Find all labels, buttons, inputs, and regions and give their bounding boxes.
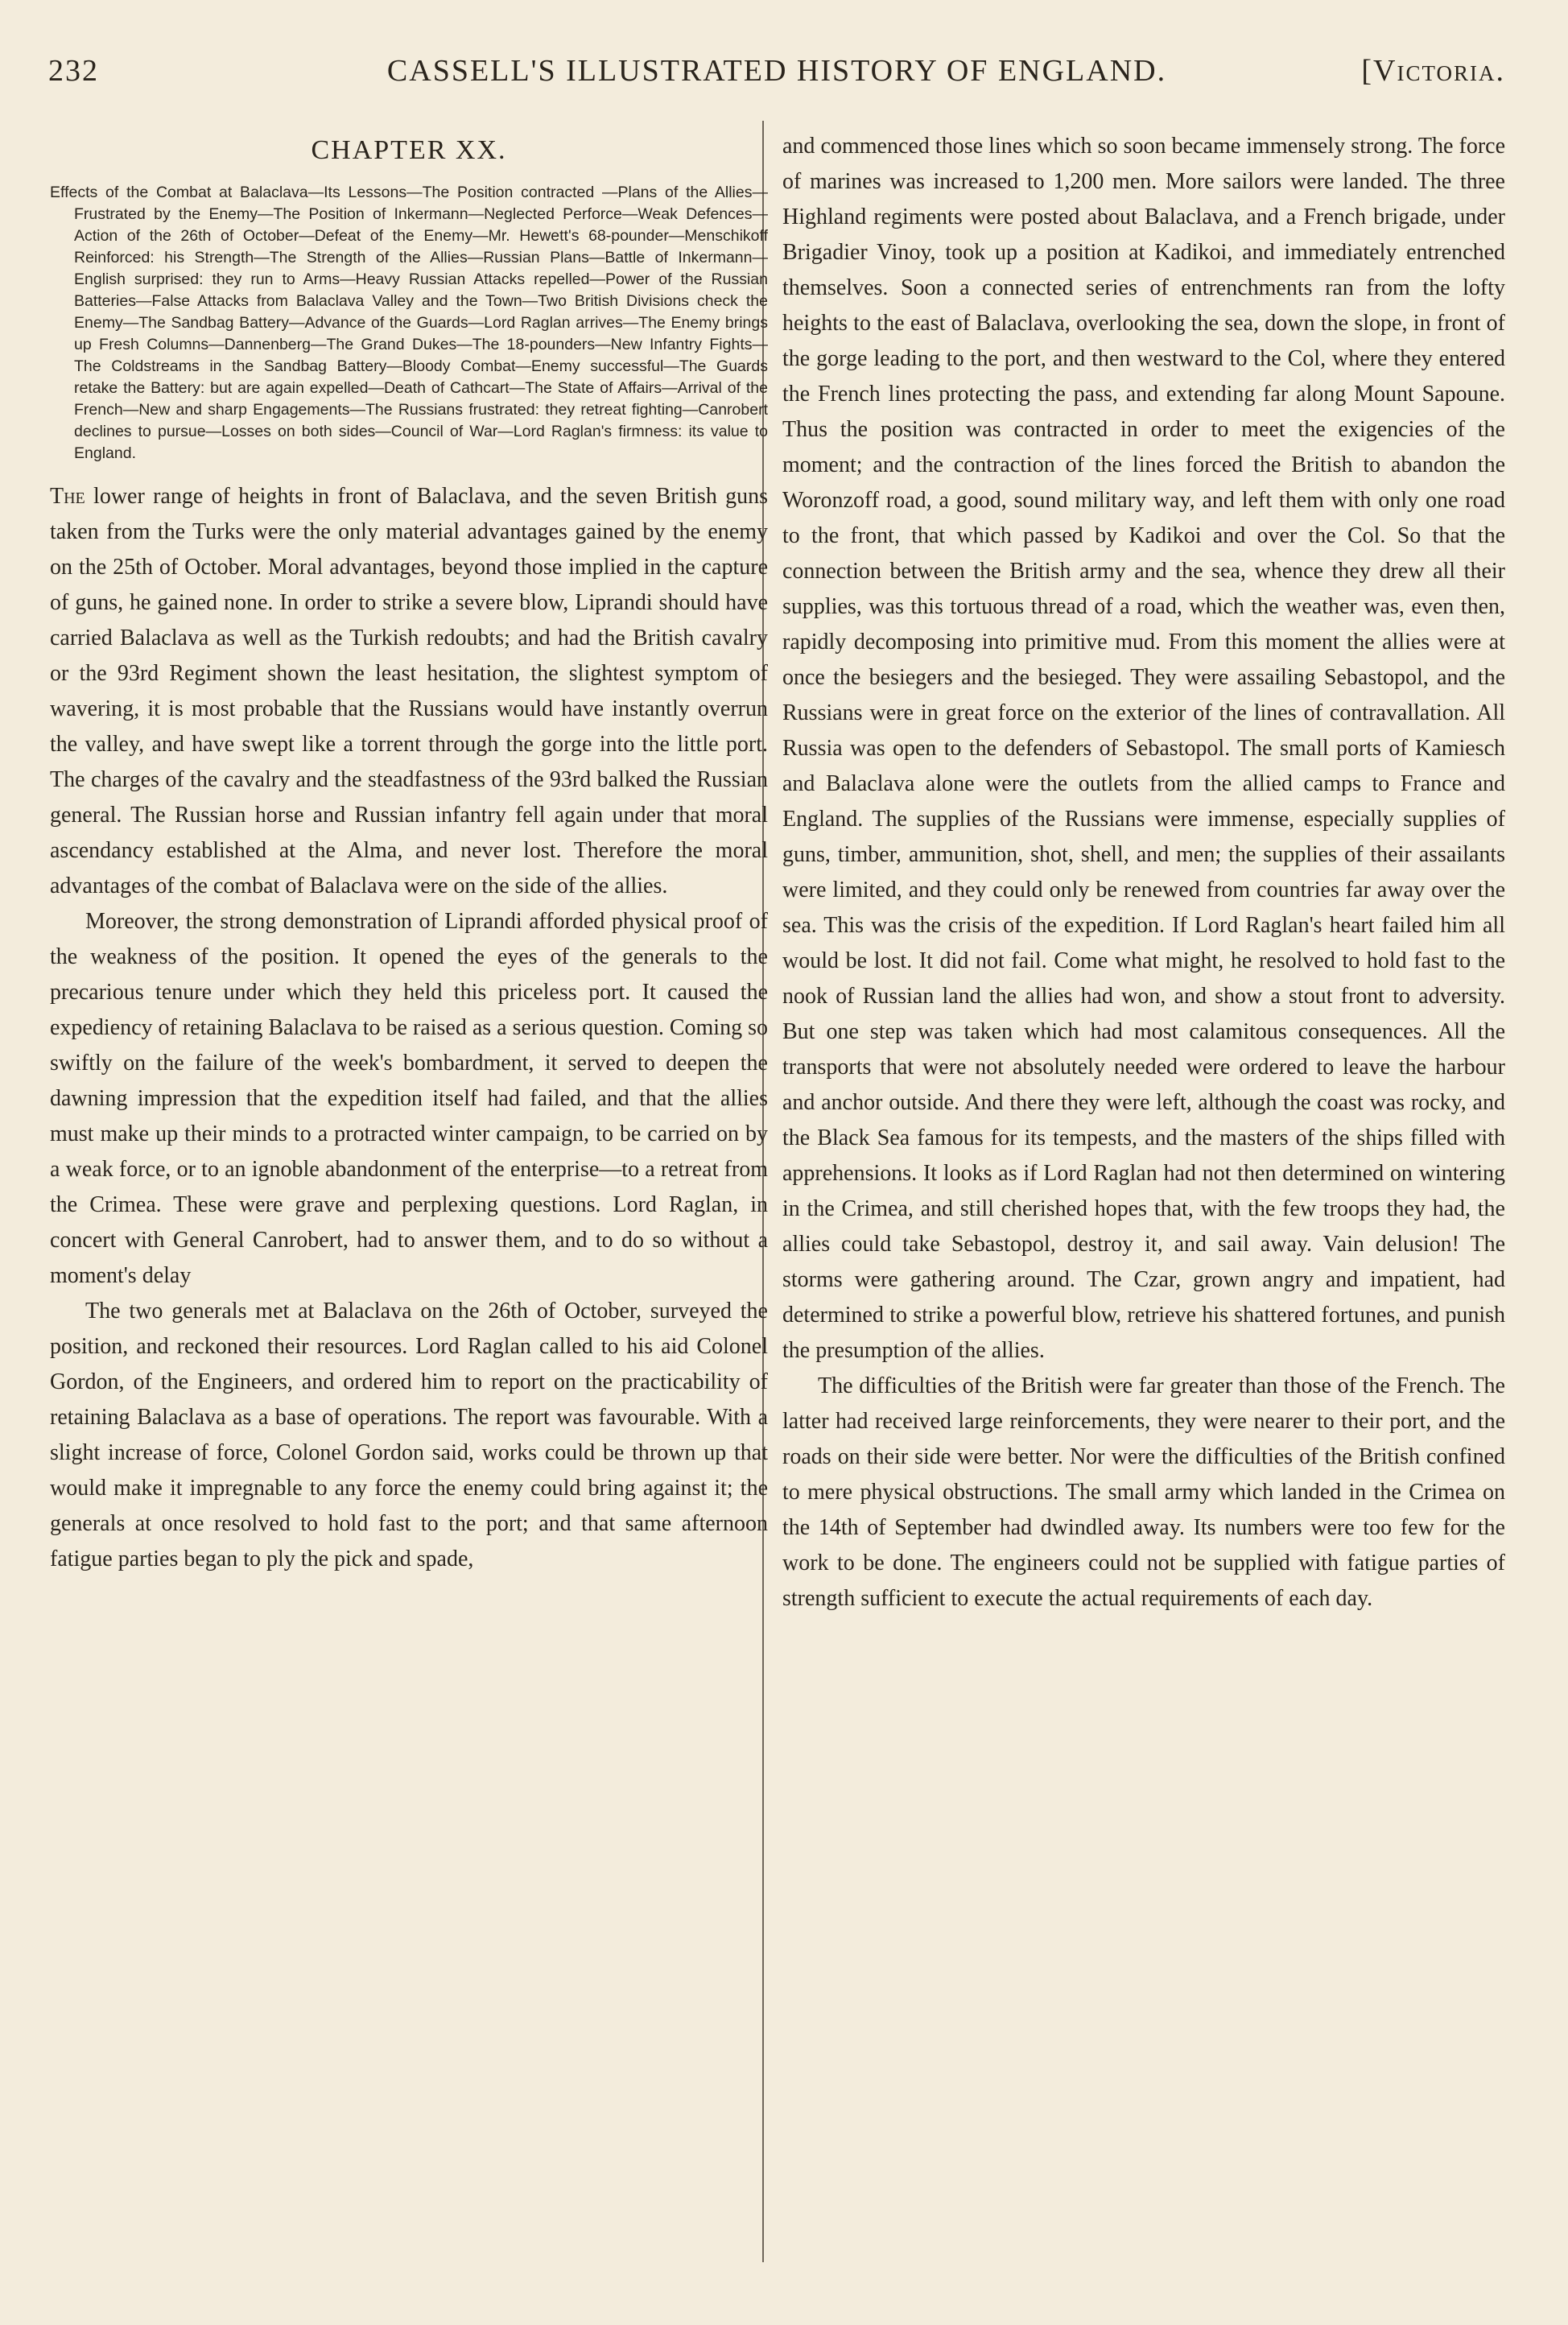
paragraph: The difficulties of the British were far greater than those of the French. The latter had received large reinforcements, they were nearer to their port, and the roads on their side were better. Nor were the difficulties of the British confined to mere physical obstructions. The small army which landed in the Crimea on the 14th of September had dwindled away. Its numbers were too few for the work to be done. The engineers could not be supplied with fatigue parties of strength sufficient to execute the actual requirements of each day. [782, 1373, 1505, 1611]
chapter-title: CHAPTER XX. [311, 135, 507, 165]
chapter-summary: Effects of the Combat at Balaclava—Its Lessons—The Position contracted —Plans of the Allies—Frustrated by the Enemy—The Position of Inkermann—Neglected Perforce—Weak Defences—Action of the 26th of October—Defeat of the Enemy—Mr. Hewett's 68-pounder—Menschikoff Reinforced: his Strength—The Strength of the Allies—Russian Plans—Battle of Inkermann—English surprised: they run to Arms—Heavy Russian Attacks repelled—Power of the Russian Batteries—False Attacks from Balaclava Valley and the Town—Two British Divisions check the Enemy—The Sandbag Battery—Advance of the Guards—Lord Raglan arrives—The Enemy brings up Fresh Columns—Dannenberg—The Grand Dukes—The 18-pounders—New Infantry Fights—The Coldstreams in the Sandbag Battery—Bloody Combat—Enemy successful—The Guards retake the Battery: but are again expelled—Death of Cathcart—The State of Affairs—Arrival of the French—New and sharp Engagements—The Russians frustrated: they retreat fighting—Canrobert declines to pursue—Losses on both sides—Council of War—Lord Raglan's firmness: its value to England. [50, 184, 768, 462]
paragraph: and commenced those lines which so soon became immensely strong. The force of marines was increased to 1,200 men. More sailors were landed. The three Highland regiments were posted about Balaclava, and a French brigade, under Brigadier Vinoy, took up a position at Kadikoi, and immediately entrenched themselves. Soon a connected series of entrenchments ran from the lofty heights to the east of Balaclava, overlooking the sea, down the slope, in front of the gorge leading to the port, and then westward to the Col, where they entered the French lines protecting the pass, and extending far along Mount Sapoune. Thus the position was contracted in order to meet the exigencies of the moment; and the contraction of the lines forced the British to abandon the Woronzoff road, a good, sound military way, and left them with only one road to the front, that which passed by Kadikoi and over the Col. So that the connection between the British army and the sea, whence they drew all their supplies, was this tortuous thread of a road, which the weather was, even then, rapidly decomposing into primitive mud. From this moment the allies were at once the besiegers and the besieged. They were assailing Sebastopol, and the Russians were in great force on the exterior of the lines of contravallation. All Russia was open to the defenders of Sebastopol. The small ports of Kamiesch and Balaclava alone were the outlets from the allied camps to France and England. The supplies of the Russians were immense, especially supplies of guns, timber, ammunition, shot, shell, and men; the supplies of their assailants were limited, and they could only be renewed from countries far away over the sea. This was the crisis of the expedition. If Lord Raglan's heart failed him all would be lost. It did not fail. Come what might, he resolved to hold fast to the nook of Russian land the allies had won, and show a stout front to adversity. But one step was taken which had most calamitous consequences. All the transports that were not absolutely needed were ordered to leave the harbour and anchor outside. And there they were left, although the coast was rocky, and the Black Sea famous for its tempests, and the masters of the ships filled with apprehensions. It looks as if Lord Raglan had not then determined on wintering in the Crimea, and still cherished hopes that, with the few troops they had, the allies could take Sebastopol, destroy it, and sail away. Vain delusion! The storms were gathering around. The Czar, grown angry and impatient, had determined to strike a powerful blow, retrieve his shattered fortunes, and punish the presumption of the allies. [782, 134, 1505, 1363]
running-head [48, 53, 1505, 101]
paragraph [50, 479, 768, 904]
reign-label: [Victoria. [1361, 54, 1505, 88]
paragraph-text: lower range of heights in front of Balaclava, and the seven British guns taken from the Turks were the only material advantages gained by the enemy on the 25th of October. Moral advantages, beyond those implied in the capture of guns, he gained none. In order to strike a severe blow, Liprandi should have carried Balaclava as well as the Turkish redoubts; and had the British cavalry or the 93rd Regiment shown the least hesitation, the slightest symptom of wavering, it is most probable that the Russians would have instantly overrun the valley, and have swept like a torrent through the gorge into the little port. The charges of the cavalry and the steadfastness of the 93rd balked the Russian general. The Russian horse and Russian infantry fell again under that moral ascendancy established at the Alma, and never lost. Therefore the moral advantages of the combat of Balaclava were on the side of the allies. [50, 484, 768, 898]
paragraph: Moreover, the strong demonstration of Liprandi afforded physical proof of the weakness of the position. It opened the eyes of the generals to the precarious tenure under which they held this priceless port. It caused the expediency of retaining Balaclava to be raised as a serious question. Coming so swiftly on the failure of the week's bombardment, it served to deepen the dawning impression that the expedition itself had failed, and that the allies must make up their minds to a protracted winter campaign, to be carried on by a weak force, or to an ignoble abandonment of the enterprise—to a retreat from the Crimea. These were grave and perplexing questions. Lord Raglan, in concert with General Canrobert, had to answer them, and to do so without a moment's delay [50, 909, 768, 1288]
book-title: CASSELL'S ILLUSTRATED HISTORY OF ENGLAND. [386, 54, 1167, 88]
left-column [50, 129, 768, 2254]
paragraph: The two generals met at Balaclava on the 26th of October, surveyed the position, and reckoned their resources. Lord Raglan called to his aid Colonel Gordon, of the Engineers, and ordered him to report on the practicability of retaining Balaclava as a base of operations. The report was favourable. With a slight increase of force, Colonel Gordon said, works could be thrown up that would make it impregnable to any force the enemy could bring against it; the generals at once resolved to hold fast to the port; and that same afternoon fatigue parties began to ply the pick and spade, [50, 1299, 768, 1571]
right-column [782, 129, 1505, 2254]
lead-word: The [50, 484, 85, 509]
page-number: 232 [48, 54, 99, 88]
